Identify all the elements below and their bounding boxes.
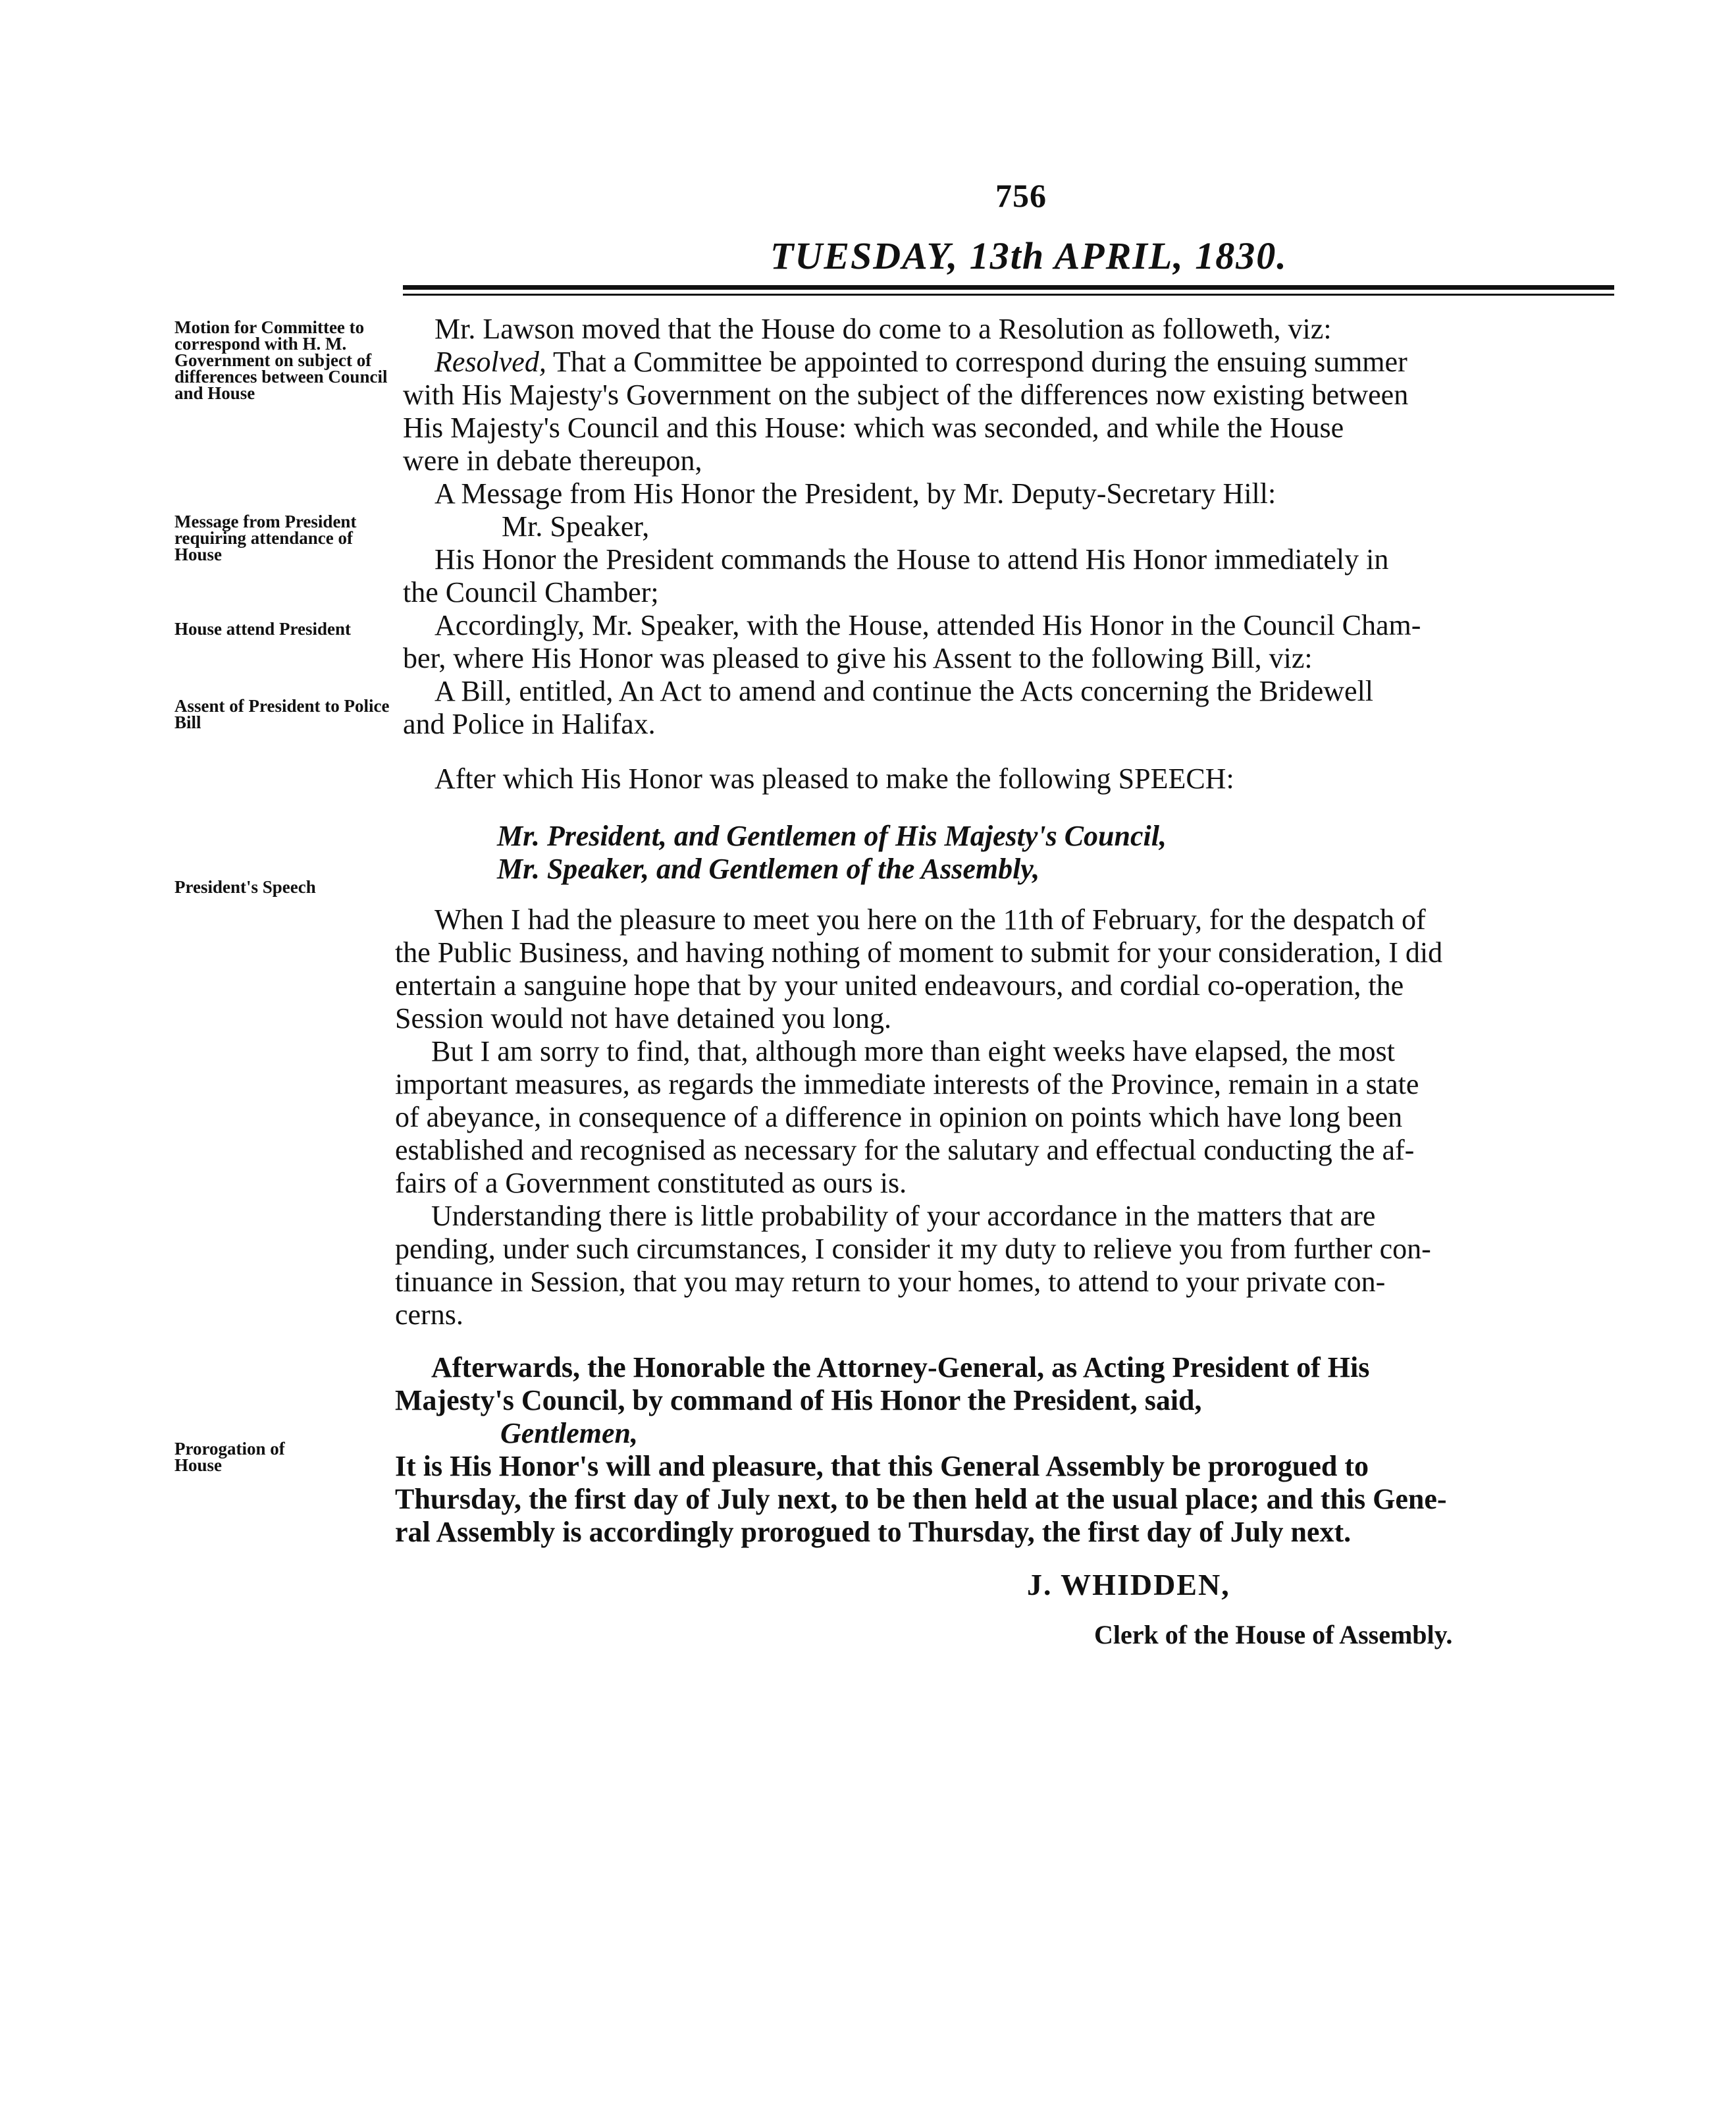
body-line: But I am sorry to find, that, although more than eight weeks have elapsed, the most	[431, 1035, 1395, 1067]
margin-note-message: Message from President requiring attendance of House	[174, 512, 357, 564]
date-heading: TUESDAY, 13th APRIL, 1830.	[770, 234, 1288, 277]
body-line: established and recognised as necessary for the salutary and effectual conducting the af-	[395, 1134, 1415, 1166]
body-line: important measures, as regards the immediate interests of the Province, remain in a state	[395, 1068, 1419, 1100]
body-line: A Bill, entitled, An Act to amend and continue the Acts concerning the Bridewell	[434, 675, 1374, 707]
margin-note-motion: Motion for Committee to correspond with H. M. Government on subject of differences between Council and House	[174, 317, 388, 403]
body-line: After which His Honor was pleased to make the following SPEECH:	[434, 763, 1234, 795]
margin-note-house-attend: House attend President	[174, 619, 351, 639]
resolved-text: That a Committee be appointed to correspond during the ensuing summer	[546, 346, 1407, 378]
body-line: When I had the pleasure to meet you here on the 11th of February, for the despatch of	[434, 903, 1426, 936]
body-line: Mr. Speaker,	[502, 510, 650, 543]
body-line: Majesty's Council, by command of His Honor the President, said,	[395, 1384, 1202, 1416]
page-number: 756	[995, 177, 1047, 214]
body-line: with His Majesty's Government on the subject of the differences now existing between	[403, 379, 1409, 411]
margin-note-prorogation: Prorogation of House	[174, 1439, 285, 1475]
address-gentlemen: Gentlemen,	[500, 1417, 638, 1449]
body-line: Understanding there is little probability of your accordance in the matters that are	[431, 1200, 1376, 1232]
body-line: tinuance in Session, that you may return to your homes, to attend to your private con-	[395, 1266, 1386, 1298]
signature-title: Clerk of the House of Assembly.	[1094, 1620, 1453, 1649]
body-line: ber, where His Honor was pleased to give his Assent to the following Bill, viz:	[403, 642, 1313, 674]
body-line: Accordingly, Mr. Speaker, with the House, attended His Honor in the Council Cham-	[434, 609, 1421, 641]
heading-rule-thick	[403, 285, 1614, 290]
body-line: the Council Chamber;	[403, 576, 659, 608]
body-line: cerns.	[395, 1299, 463, 1331]
body-line: ral Assembly is accordingly prorogued to Thursday, the first day of July next.	[395, 1516, 1352, 1548]
body-line: fairs of a Government constituted as ours is.	[395, 1167, 907, 1199]
body-line: It is His Honor's will and pleasure, that this General Assembly be prorogued to	[395, 1450, 1369, 1482]
heading-rule-thin	[403, 294, 1614, 296]
margin-note-speech: President's Speech	[174, 877, 316, 897]
body-line: His Majesty's Council and this House: which was seconded, and while the House	[403, 412, 1344, 444]
speech-salutation: Mr. Speaker, and Gentlemen of the Assembly,	[497, 853, 1040, 885]
body-line: Thursday, the first day of July next, to be then held at the usual place; and this Gene-	[395, 1483, 1447, 1515]
body-line: Mr. Lawson moved that the House do come to a Resolution as followeth, viz:	[434, 313, 1332, 345]
body-line: were in debate thereupon,	[403, 444, 702, 477]
signature-name: J. WHIDDEN,	[1027, 1568, 1230, 1601]
body-line: Afterwards, the Honorable the Attorney-General, as Acting President of His	[431, 1351, 1370, 1383]
body-line: entertain a sanguine hope that by your united endeavours, and cordial co-operation, the	[395, 969, 1404, 1002]
body-line: Session would not have detained you long.	[395, 1002, 892, 1034]
body-line: A Message from His Honor the President, by Mr. Deputy-Secretary Hill:	[434, 477, 1276, 510]
body-line: and Police in Halifax.	[403, 708, 656, 740]
body-line: pending, under such circumstances, I consider it my duty to relieve you from further con-	[395, 1233, 1431, 1265]
body-line	[434, 346, 1407, 379]
speech-salutation: Mr. President, and Gentlemen of His Majesty's Council,	[497, 820, 1167, 852]
body-line: the Public Business, and having nothing of moment to submit for your consideration, I did	[395, 936, 1443, 969]
resolved-word: Resolved,	[434, 346, 546, 378]
margin-note-assent: Assent of President to Police Bill	[174, 696, 390, 732]
body-line: of abeyance, in consequence of a difference in opinion on points which have long been	[395, 1101, 1403, 1133]
body-line: His Honor the President commands the House to attend His Honor immediately in	[434, 543, 1389, 576]
